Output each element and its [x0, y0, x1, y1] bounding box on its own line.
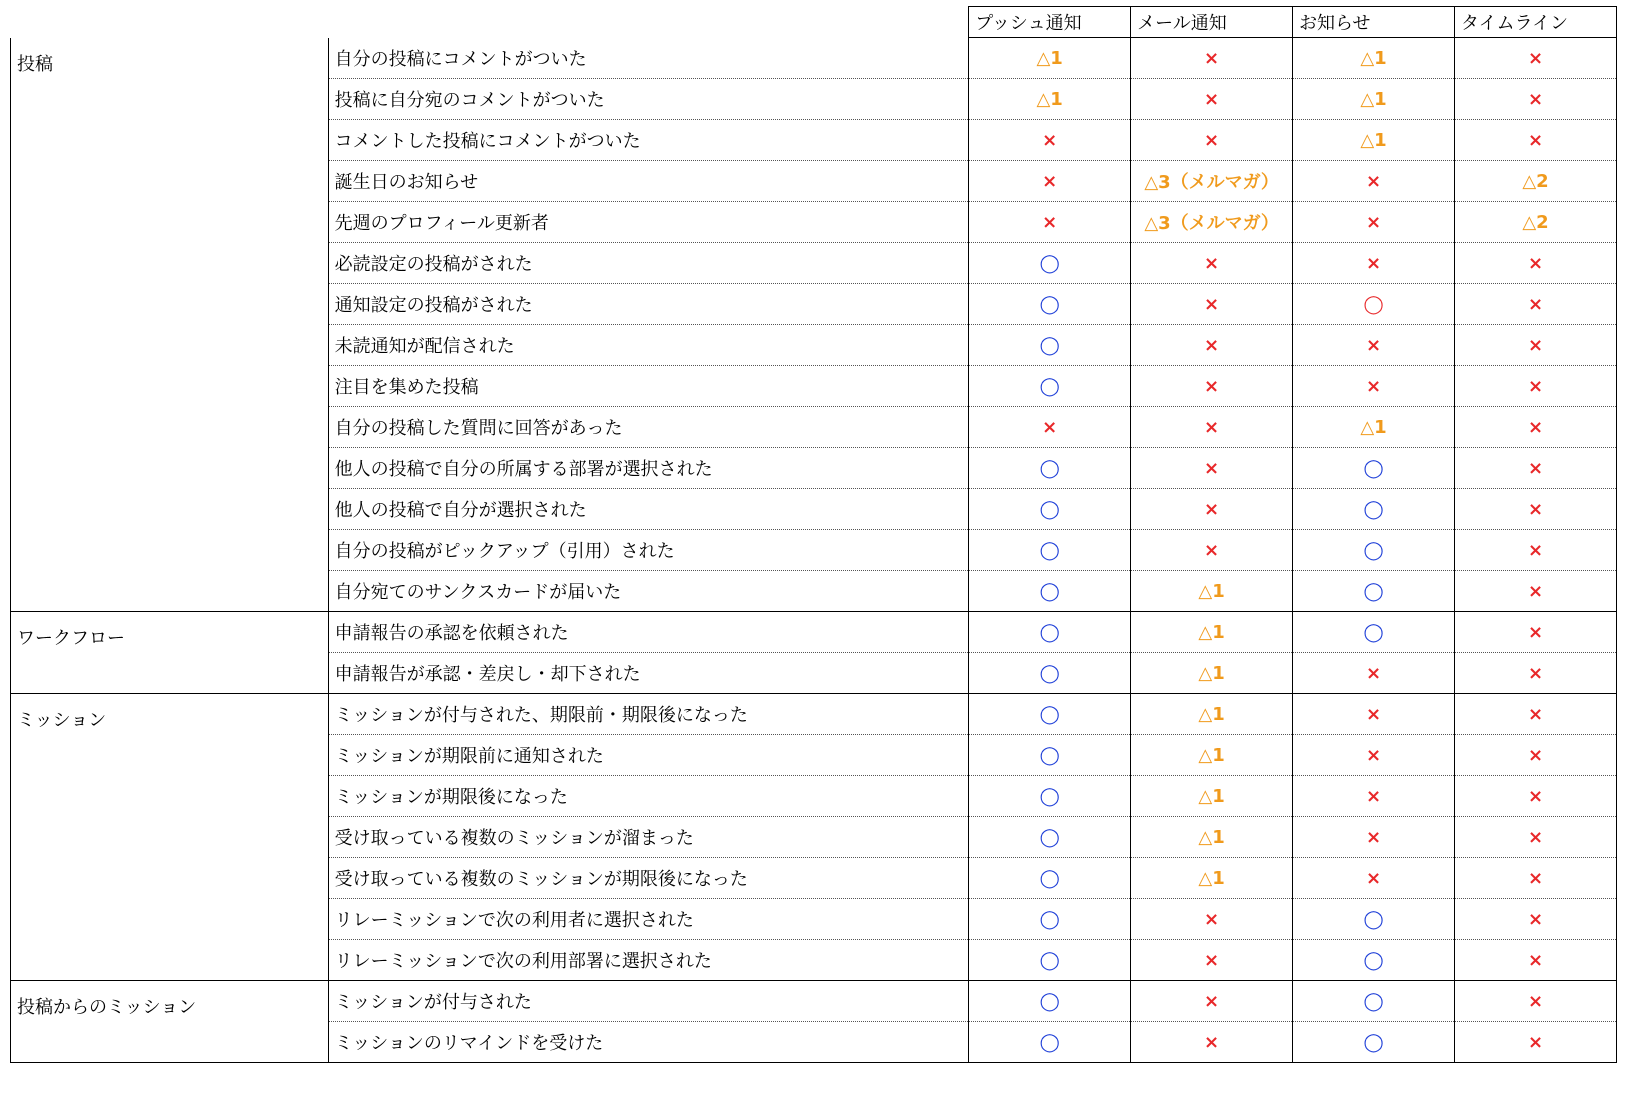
mark-cell-notice	[1293, 940, 1455, 981]
event-cell: 他人の投稿で自分が選択された	[328, 489, 969, 530]
cross-mark: ×	[1527, 252, 1544, 274]
circle-mark: ◯	[1039, 867, 1060, 889]
circle-mark: ◯	[1039, 498, 1060, 520]
cross-mark: ×	[1204, 1031, 1220, 1053]
cross-mark: ×	[1527, 662, 1544, 684]
circle-mark: ◯	[1363, 1031, 1384, 1053]
category-cell: ワークフロー	[11, 612, 329, 694]
mark-cell-mail	[1131, 653, 1293, 694]
mark-cell-push	[969, 1022, 1131, 1063]
circle-mark: ◯	[1039, 334, 1060, 356]
mark-cell-timeline	[1455, 79, 1617, 120]
event-cell: ミッションが付与された、期限前・期限後になった	[328, 694, 969, 735]
mark-cell-push	[969, 940, 1131, 981]
mark-cell-mail	[1131, 407, 1293, 448]
mark-cell-push	[969, 612, 1131, 653]
cross-mark: ×	[1204, 908, 1220, 930]
circle-mark: ◯	[1363, 908, 1384, 930]
table-row	[11, 612, 1617, 653]
cross-mark: ×	[1204, 416, 1220, 438]
mark-cell-mail	[1131, 776, 1293, 817]
mark-cell-mail	[1131, 571, 1293, 612]
mark-cell-notice	[1293, 530, 1455, 571]
triangle-mark: △1	[1198, 621, 1225, 643]
cross-mark: ×	[1527, 744, 1544, 766]
cross-mark: ×	[1527, 867, 1544, 889]
mark-cell-notice	[1293, 284, 1455, 325]
mark-cell-mail	[1131, 448, 1293, 489]
cross-mark: ×	[1527, 416, 1544, 438]
mark-cell-push	[969, 530, 1131, 571]
triangle-mark: △1	[1198, 867, 1225, 889]
mark-cell-timeline	[1455, 571, 1617, 612]
cross-mark: ×	[1527, 375, 1544, 397]
mark-cell-timeline	[1455, 489, 1617, 530]
mark-cell-mail	[1131, 202, 1293, 243]
table-row	[11, 981, 1617, 1022]
cross-mark: ×	[1527, 703, 1544, 725]
event-cell: 自分の投稿にコメントがついた	[328, 38, 969, 79]
cross-mark: ×	[1527, 908, 1544, 930]
header-push: プッシュ通知	[969, 7, 1131, 38]
mark-cell-notice	[1293, 448, 1455, 489]
mark-cell-timeline	[1455, 407, 1617, 448]
circle-mark-red: ◯	[1363, 293, 1384, 315]
mark-cell-timeline	[1455, 202, 1617, 243]
circle-mark: ◯	[1039, 785, 1060, 807]
mark-cell-notice	[1293, 366, 1455, 407]
cross-mark: ×	[1204, 457, 1220, 479]
mark-cell-mail	[1131, 325, 1293, 366]
triangle-mark: △1	[1360, 416, 1387, 438]
mark-cell-push	[969, 448, 1131, 489]
circle-mark: ◯	[1039, 662, 1060, 684]
mark-cell-mail	[1131, 858, 1293, 899]
mark-cell-push	[969, 858, 1131, 899]
circle-mark: ◯	[1039, 990, 1060, 1012]
circle-mark: ◯	[1363, 949, 1384, 971]
event-cell: ミッションが期限後になった	[328, 776, 969, 817]
mark-cell-push	[969, 981, 1131, 1022]
mark-cell-timeline	[1455, 243, 1617, 284]
mark-cell-mail	[1131, 530, 1293, 571]
circle-mark: ◯	[1363, 990, 1384, 1012]
triangle-mark: △1	[1198, 744, 1225, 766]
cross-mark: ×	[1365, 211, 1382, 233]
header-row	[11, 7, 1617, 38]
mark-cell-notice	[1293, 38, 1455, 79]
category-cell: 投稿からのミッション	[11, 981, 329, 1063]
event-cell: 他人の投稿で自分の所属する部署が選択された	[328, 448, 969, 489]
mark-cell-notice	[1293, 489, 1455, 530]
mark-cell-mail	[1131, 38, 1293, 79]
circle-mark: ◯	[1039, 457, 1060, 479]
cross-mark: ×	[1204, 949, 1220, 971]
cross-mark: ×	[1527, 949, 1544, 971]
category-cell: 投稿	[11, 38, 329, 612]
mark-cell-timeline	[1455, 38, 1617, 79]
cross-mark: ×	[1042, 416, 1058, 438]
cross-mark: ×	[1204, 47, 1220, 69]
circle-mark: ◯	[1363, 621, 1384, 643]
mark-cell-push	[969, 120, 1131, 161]
cross-mark: ×	[1365, 334, 1382, 356]
event-cell: 先週のプロフィール更新者	[328, 202, 969, 243]
mark-cell-mail	[1131, 284, 1293, 325]
event-cell: ミッションが付与された	[328, 981, 969, 1022]
mark-cell-timeline	[1455, 366, 1617, 407]
triangle-mark: △1	[1036, 47, 1063, 69]
event-cell: 投稿に自分宛のコメントがついた	[328, 79, 969, 120]
table-row	[11, 694, 1617, 735]
mark-cell-push	[969, 653, 1131, 694]
mark-cell-timeline	[1455, 284, 1617, 325]
mark-cell-notice	[1293, 817, 1455, 858]
mark-cell-mail	[1131, 161, 1293, 202]
cross-mark: ×	[1204, 88, 1220, 110]
cross-mark: ×	[1365, 375, 1382, 397]
triangle-mark: △1	[1360, 129, 1387, 151]
event-cell: 受け取っている複数のミッションが溜まった	[328, 817, 969, 858]
cross-mark: ×	[1365, 662, 1382, 684]
cross-mark: ×	[1365, 826, 1382, 848]
mark-cell-push	[969, 407, 1131, 448]
cross-mark: ×	[1527, 539, 1544, 561]
mark-cell-notice	[1293, 694, 1455, 735]
event-cell: 自分の投稿がピックアップ（引用）された	[328, 530, 969, 571]
mark-cell-timeline	[1455, 981, 1617, 1022]
triangle-mark: △1	[1198, 662, 1225, 684]
mark-cell-mail	[1131, 612, 1293, 653]
triangle-mark: △1	[1198, 703, 1225, 725]
circle-mark: ◯	[1363, 457, 1384, 479]
mark-cell-push	[969, 202, 1131, 243]
mark-cell-mail	[1131, 981, 1293, 1022]
cross-mark: ×	[1042, 129, 1058, 151]
circle-mark: ◯	[1039, 580, 1060, 602]
cross-mark: ×	[1527, 621, 1544, 643]
mark-cell-notice	[1293, 325, 1455, 366]
cross-mark: ×	[1365, 170, 1382, 192]
cross-mark: ×	[1527, 990, 1544, 1012]
circle-mark: ◯	[1039, 703, 1060, 725]
event-cell: 自分宛てのサンクスカードが届いた	[328, 571, 969, 612]
event-cell: 申請報告の承認を依頼された	[328, 612, 969, 653]
mark-cell-notice	[1293, 653, 1455, 694]
cross-mark: ×	[1527, 457, 1544, 479]
cross-mark: ×	[1204, 539, 1220, 561]
cross-mark: ×	[1365, 703, 1382, 725]
circle-mark: ◯	[1039, 908, 1060, 930]
mark-cell-notice	[1293, 981, 1455, 1022]
circle-mark: ◯	[1039, 375, 1060, 397]
triangle-mark: △3（メルマガ）	[1144, 213, 1279, 234]
circle-mark: ◯	[1039, 949, 1060, 971]
mark-cell-notice	[1293, 120, 1455, 161]
event-cell: 自分の投稿した質問に回答があった	[328, 407, 969, 448]
header-blank-event	[328, 7, 969, 38]
cross-mark: ×	[1527, 498, 1544, 520]
mark-cell-push	[969, 366, 1131, 407]
circle-mark: ◯	[1363, 498, 1384, 520]
cross-mark: ×	[1527, 129, 1544, 151]
event-cell: ミッションが期限前に通知された	[328, 735, 969, 776]
circle-mark: ◯	[1039, 293, 1060, 315]
triangle-mark: △2	[1522, 170, 1549, 192]
mark-cell-timeline	[1455, 776, 1617, 817]
cross-mark: ×	[1204, 334, 1220, 356]
mark-cell-push	[969, 571, 1131, 612]
mark-cell-timeline	[1455, 1022, 1617, 1063]
cross-mark: ×	[1204, 990, 1220, 1012]
mark-cell-notice	[1293, 243, 1455, 284]
mark-cell-push	[969, 284, 1131, 325]
circle-mark: ◯	[1039, 621, 1060, 643]
circle-mark: ◯	[1039, 539, 1060, 561]
mark-cell-mail	[1131, 940, 1293, 981]
header-timeline: タイムライン	[1455, 7, 1617, 38]
cross-mark: ×	[1042, 170, 1058, 192]
mark-cell-push	[969, 38, 1131, 79]
mark-cell-push	[969, 776, 1131, 817]
mark-cell-push	[969, 817, 1131, 858]
mark-cell-timeline	[1455, 448, 1617, 489]
mark-cell-push	[969, 325, 1131, 366]
cross-mark: ×	[1204, 375, 1220, 397]
triangle-mark: △1	[1198, 826, 1225, 848]
event-cell: リレーミッションで次の利用者に選択された	[328, 899, 969, 940]
circle-mark: ◯	[1039, 252, 1060, 274]
mark-cell-notice	[1293, 202, 1455, 243]
cross-mark: ×	[1527, 826, 1544, 848]
mark-cell-push	[969, 489, 1131, 530]
mark-cell-mail	[1131, 243, 1293, 284]
event-cell: 受け取っている複数のミッションが期限後になった	[328, 858, 969, 899]
mark-cell-mail	[1131, 735, 1293, 776]
table-row	[11, 38, 1617, 79]
mark-cell-notice	[1293, 571, 1455, 612]
mark-cell-timeline	[1455, 735, 1617, 776]
event-cell: コメントした投稿にコメントがついた	[328, 120, 969, 161]
circle-mark: ◯	[1363, 580, 1384, 602]
mark-cell-notice	[1293, 1022, 1455, 1063]
triangle-mark: △1	[1198, 785, 1225, 807]
mark-cell-mail	[1131, 366, 1293, 407]
circle-mark: ◯	[1039, 1031, 1060, 1053]
event-cell: 誕生日のお知らせ	[328, 161, 969, 202]
mark-cell-timeline	[1455, 694, 1617, 735]
header-notice: お知らせ	[1293, 7, 1455, 38]
mark-cell-timeline	[1455, 325, 1617, 366]
event-cell: 未読通知が配信された	[328, 325, 969, 366]
mark-cell-timeline	[1455, 120, 1617, 161]
header-blank-category	[11, 7, 329, 38]
triangle-mark: △2	[1522, 211, 1549, 233]
triangle-mark: △1	[1360, 47, 1387, 69]
category-cell: ミッション	[11, 694, 329, 981]
cross-mark: ×	[1365, 744, 1382, 766]
mark-cell-timeline	[1455, 940, 1617, 981]
cross-mark: ×	[1204, 293, 1220, 315]
mark-cell-notice	[1293, 858, 1455, 899]
mark-cell-push	[969, 735, 1131, 776]
cross-mark: ×	[1527, 1031, 1544, 1053]
cross-mark: ×	[1204, 129, 1220, 151]
cross-mark: ×	[1204, 498, 1220, 520]
cross-mark: ×	[1527, 580, 1544, 602]
cross-mark: ×	[1527, 334, 1544, 356]
event-cell: 注目を集めた投稿	[328, 366, 969, 407]
cross-mark: ×	[1042, 211, 1058, 233]
circle-mark: ◯	[1039, 826, 1060, 848]
mark-cell-push	[969, 161, 1131, 202]
mark-cell-push	[969, 694, 1131, 735]
mark-cell-notice	[1293, 407, 1455, 448]
triangle-mark: △3（メルマガ）	[1144, 172, 1279, 193]
mark-cell-timeline	[1455, 161, 1617, 202]
mark-cell-timeline	[1455, 612, 1617, 653]
circle-mark: ◯	[1363, 539, 1384, 561]
event-cell: ミッションのリマインドを受けた	[328, 1022, 969, 1063]
mark-cell-timeline	[1455, 817, 1617, 858]
notification-matrix	[10, 6, 1617, 1063]
mark-cell-mail	[1131, 79, 1293, 120]
event-cell: 申請報告が承認・差戻し・却下された	[328, 653, 969, 694]
cross-mark: ×	[1204, 252, 1220, 274]
mark-cell-mail	[1131, 1022, 1293, 1063]
mark-cell-notice	[1293, 735, 1455, 776]
triangle-mark: △1	[1036, 88, 1063, 110]
mark-cell-mail	[1131, 817, 1293, 858]
mark-cell-push	[969, 899, 1131, 940]
cross-mark: ×	[1527, 88, 1544, 110]
event-cell: リレーミッションで次の利用部署に選択された	[328, 940, 969, 981]
mark-cell-timeline	[1455, 858, 1617, 899]
cross-mark: ×	[1527, 47, 1544, 69]
cross-mark: ×	[1365, 252, 1382, 274]
event-cell: 通知設定の投稿がされた	[328, 284, 969, 325]
mark-cell-notice	[1293, 776, 1455, 817]
mark-cell-notice	[1293, 161, 1455, 202]
mark-cell-timeline	[1455, 530, 1617, 571]
triangle-mark: △1	[1198, 580, 1225, 602]
triangle-mark: △1	[1360, 88, 1387, 110]
cross-mark: ×	[1527, 293, 1544, 315]
header-mail: メール通知	[1131, 7, 1293, 38]
cross-mark: ×	[1365, 867, 1382, 889]
cross-mark: ×	[1365, 785, 1382, 807]
circle-mark: ◯	[1039, 744, 1060, 766]
mark-cell-mail	[1131, 694, 1293, 735]
mark-cell-notice	[1293, 79, 1455, 120]
mark-cell-timeline	[1455, 653, 1617, 694]
cross-mark: ×	[1527, 785, 1544, 807]
mark-cell-timeline	[1455, 899, 1617, 940]
mark-cell-mail	[1131, 899, 1293, 940]
mark-cell-push	[969, 243, 1131, 284]
mark-cell-mail	[1131, 120, 1293, 161]
mark-cell-notice	[1293, 612, 1455, 653]
mark-cell-mail	[1131, 489, 1293, 530]
mark-cell-notice	[1293, 899, 1455, 940]
mark-cell-push	[969, 79, 1131, 120]
event-cell: 必読設定の投稿がされた	[328, 243, 969, 284]
